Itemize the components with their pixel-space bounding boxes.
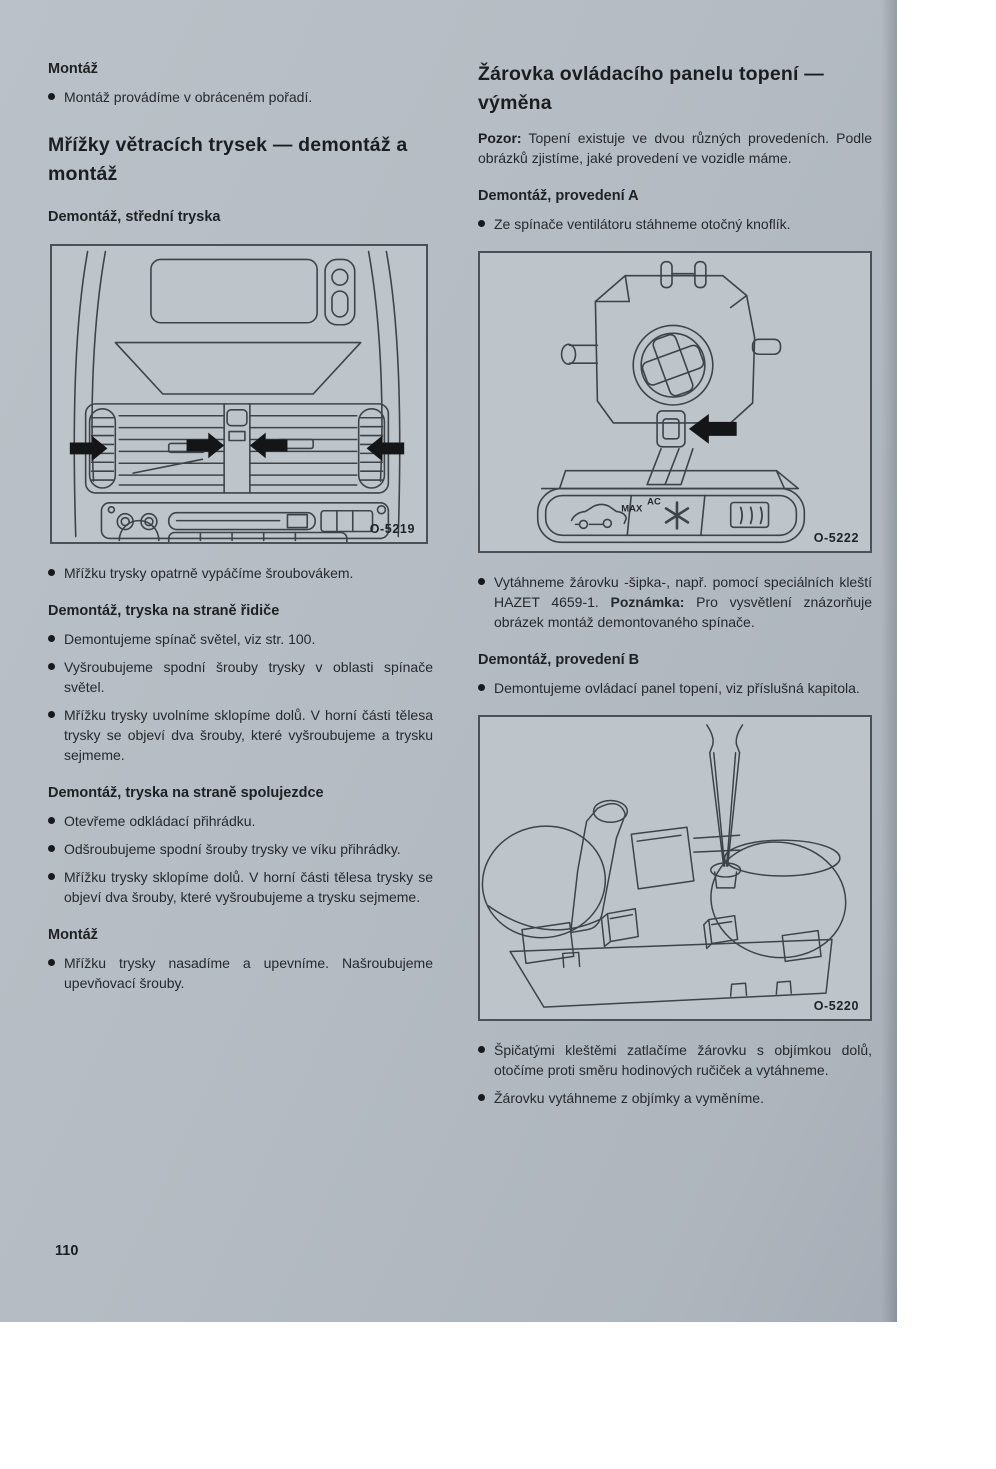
section-title-tryska-ridice: Demontáž, tryska na straně řidiče	[48, 603, 280, 619]
list-item	[48, 953, 433, 993]
warning-paragraph	[478, 128, 872, 168]
heater-panel-pliers-drawing	[480, 717, 870, 1019]
section-title-stredni-tryska: Demontáž, střední tryska	[48, 209, 221, 225]
figure-heater-panel-b	[478, 715, 872, 1021]
list-item	[48, 563, 433, 583]
panel-max-label: MAX	[621, 503, 643, 515]
bullet-icon	[48, 93, 55, 100]
page-edge-shadow	[881, 0, 897, 1322]
list-item-text: Mřížku trysky opatrně vypáčíme šroubovákem.	[64, 565, 354, 581]
list-item-text: Demontujeme spínač světel, viz str. 100.	[64, 631, 316, 647]
heater-switch-drawing	[480, 253, 870, 551]
list-item-text: Žárovku vytáhneme z objímky a vyměníme.	[494, 1090, 764, 1106]
page-title-vent-grilles: Mřížky větracích trysek — demontáž a montáž	[48, 134, 408, 185]
figure-label: O-5219	[369, 522, 415, 536]
section-title-montaz-bottom: Montáž	[48, 927, 98, 943]
list-item	[48, 657, 433, 697]
bullet-icon	[478, 1046, 485, 1053]
list-item-text: Mřížku trysky uvolníme sklopíme dolů. V horní části tělesa trysky se objeví dva šrouby, které vyšroubujeme a trysku sejmeme.	[64, 707, 433, 763]
note-label: Poznámka:	[610, 594, 685, 610]
car-max-icon	[572, 504, 627, 528]
bullet-icon	[48, 635, 55, 642]
list-item-text: Mřížku trysky nasadíme a upevníme. Našroubujeme upevňovací šrouby.	[64, 955, 433, 991]
left-column	[48, 60, 433, 1001]
figure-label: O-5222	[813, 531, 859, 545]
list-item-text: Vyšroubujeme spodní šrouby trysky v oblasti spínače světel.	[64, 659, 433, 695]
list-item	[478, 678, 872, 698]
bullet-icon	[48, 663, 55, 670]
dashboard-vents-drawing	[52, 246, 422, 542]
figure-label: O-5220	[813, 999, 859, 1013]
direction-arrows-icon	[70, 433, 404, 462]
ac-snowflake-icon	[666, 502, 688, 528]
list-item-text: Vytáhneme žárovku -šipka-, např. pomocí speciálních kleští HAZET 4659-1. Poznámka: Pro vysvětlení znázorňuje obrázek montáž demontovaného spínače.	[494, 574, 872, 630]
bullet-icon	[48, 569, 55, 576]
bullet-icon	[478, 220, 485, 227]
list-item	[478, 572, 872, 632]
rear-defrost-icon	[731, 502, 769, 527]
section-title-provedeni-b: Demontáž, provedení B	[478, 652, 640, 668]
section-title-montaz-top: Montáž	[48, 61, 98, 77]
list-item	[48, 87, 433, 107]
list-item	[478, 1040, 872, 1080]
list-item	[48, 839, 433, 859]
section-title-tryska-spolujezdce: Demontáž, tryska na straně spolujezdce	[48, 785, 324, 801]
page-number: 110	[55, 1243, 79, 1259]
list-item	[48, 811, 433, 831]
list-item	[478, 214, 872, 234]
list-item	[48, 629, 433, 649]
bulb-arrow-icon	[689, 414, 737, 444]
panel-ac-label: AC	[647, 496, 661, 508]
bullet-icon	[478, 578, 485, 585]
list-item-text: Odšroubujeme spodní šrouby trysky ve víku přihrádky.	[64, 841, 401, 857]
list-item-text: Mřížku trysky sklopíme dolů. V horní části tělesa trysky se objeví dva šrouby, které vyšroubujeme a trysku sejmeme.	[64, 869, 433, 905]
list-item-text: Montáž provádíme v obráceném pořadí.	[64, 89, 313, 105]
list-item-text: Špičatými kleštěmi zatlačíme žárovku s objímkou dolů, otočíme proti směru hodinových ručiček a vytáhneme.	[494, 1042, 872, 1078]
bullet-icon	[48, 959, 55, 966]
list-item	[48, 705, 433, 765]
warning-text: Topení existuje ve dvou různých provedeních. Podle obrázků zjistíme, jaké provedení ve vozidle máme.	[478, 130, 872, 166]
right-column	[478, 60, 872, 1116]
bullet-icon	[48, 817, 55, 824]
list-item	[48, 867, 433, 907]
warning-label: Pozor:	[478, 130, 522, 146]
list-item-text: Otevřeme odkládací přihrádku.	[64, 813, 256, 829]
bullet-icon	[48, 711, 55, 718]
section-title-provedeni-a: Demontáž, provedení A	[478, 188, 639, 204]
list-item	[478, 1088, 872, 1108]
bullet-icon	[48, 873, 55, 880]
figure-dashboard-vents	[50, 244, 428, 544]
page-title-heater-bulb: Žárovka ovládacího panelu topení — výměna	[478, 63, 824, 114]
bullet-icon	[478, 1094, 485, 1101]
bullet-icon	[478, 684, 485, 691]
list-item-text: Ze spínače ventilátoru stáhneme otočný knoflík.	[494, 216, 791, 232]
list-item-text: Demontujeme ovládací panel topení, viz příslušná kapitola.	[494, 680, 860, 696]
figure-heater-switch-a	[478, 251, 872, 553]
bullet-icon	[48, 845, 55, 852]
